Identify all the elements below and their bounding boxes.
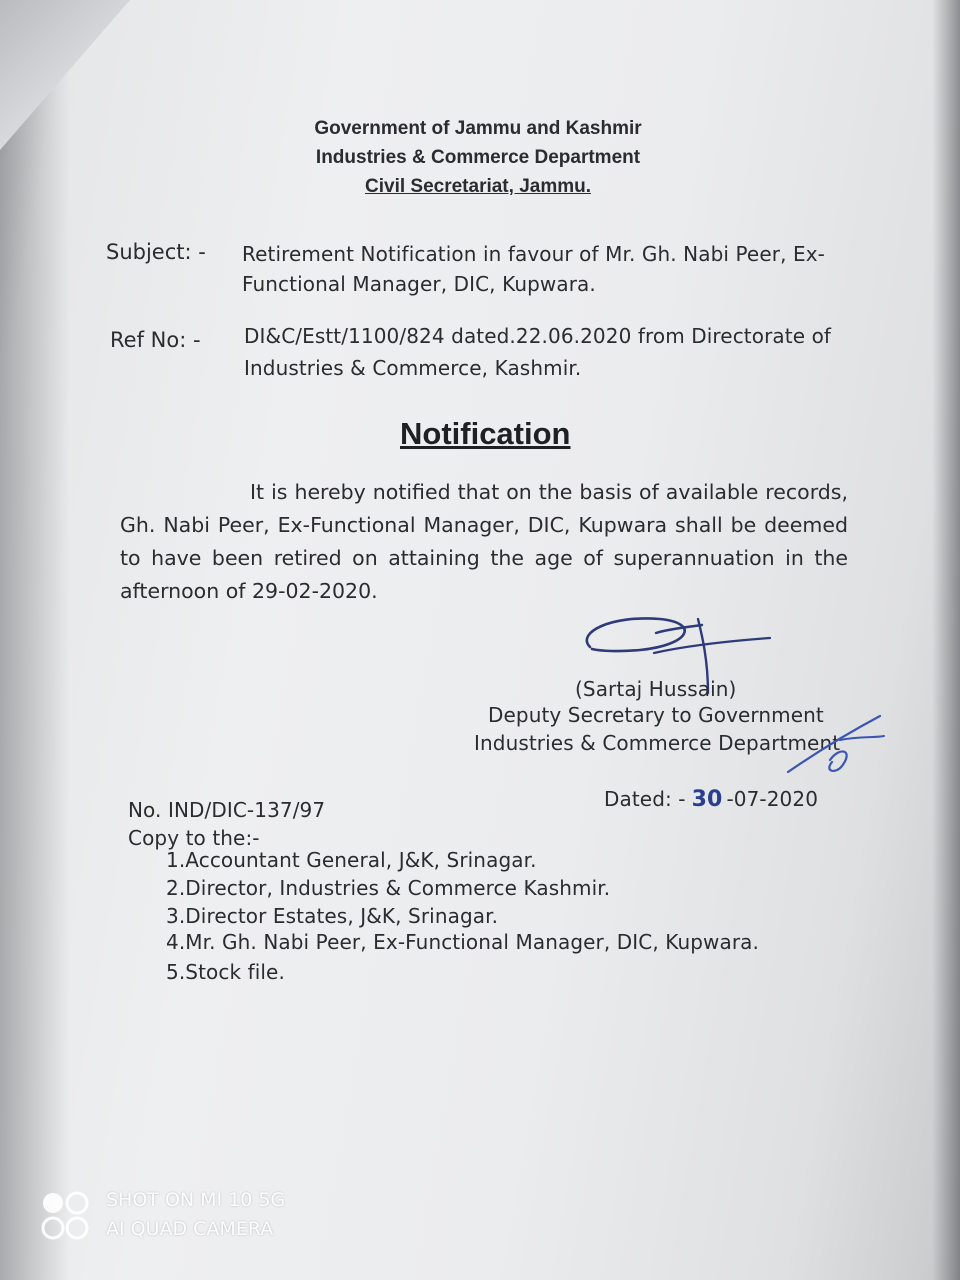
copy-item-number: 3.: [166, 904, 186, 928]
camera-watermark-logo-icon: [40, 1190, 92, 1242]
dated-row: [604, 787, 818, 812]
copy-item-text: Director Estates, J&K, Srinagar.: [185, 904, 499, 928]
copy-item-number: 1.: [166, 848, 186, 872]
copy-to-label: Copy to the:-: [128, 826, 260, 850]
copy-item: [166, 876, 610, 900]
header-government: Government of Jammu and Kashmir: [314, 118, 642, 139]
ref-label: Ref No: -: [110, 328, 201, 352]
copy-item: [166, 960, 285, 984]
body-line-3: to have been retired on attaining the age of superannuation in the: [120, 546, 848, 570]
copy-item-text: Mr. Gh. Nabi Peer, Ex-Functional Manager, DIC, Kupwara.: [185, 930, 759, 954]
dated-suffix: -07-2020: [726, 787, 819, 811]
copy-item: [166, 930, 759, 954]
copy-item-text: Stock file.: [185, 960, 285, 984]
subject-label: Subject: -: [106, 240, 206, 264]
notification-body: [120, 476, 848, 608]
header-address: [0, 176, 958, 198]
watermark-line-2: AI QUAD CAMERA: [106, 1218, 274, 1240]
copy-item: [166, 904, 498, 928]
signatory-name: (Sartaj Hussain): [575, 677, 737, 701]
header-address-text: Civil Secretariat, Jammu.: [365, 176, 591, 197]
body-line-2: Gh. Nabi Peer, Ex-Functional Manager, DIC, Kupwara shall be deemed: [120, 513, 848, 537]
dated-prefix: Dated: -: [604, 787, 686, 811]
signatory-designation: Deputy Secretary to Government: [488, 703, 824, 727]
initials-mark: [780, 710, 890, 785]
copy-item-text: Accountant General, J&K, Srinagar.: [185, 848, 537, 872]
copy-item: [166, 848, 537, 872]
document-number: No. IND/DIC-137/97: [128, 798, 326, 822]
watermark-line-1: SHOT ON MI 10 5G: [106, 1189, 286, 1211]
camera-watermark: [106, 1186, 285, 1244]
header-department: Industries & Commerce Department: [315, 147, 641, 168]
copy-item-number: 4.: [166, 930, 186, 954]
body-line-1: It is hereby notified that on the basis of available records,: [250, 480, 848, 504]
copy-item-number: 2.: [166, 876, 186, 900]
ref-line-2: Industries & Commerce, Kashmir.: [244, 356, 582, 380]
copy-item-number: 5.: [166, 960, 186, 984]
subject-line-2: Functional Manager, DIC, Kupwara.: [242, 272, 596, 296]
ref-line-1: DI&C/Estt/1100/824 dated.22.06.2020 from Directorate of: [244, 324, 832, 348]
notification-title: Notification: [400, 416, 571, 451]
body-line-4: afternoon of 29-02-2020.: [120, 579, 378, 603]
copy-item-text: Director, Industries & Commerce Kashmir.: [185, 876, 611, 900]
signatory-department: Industries & Commerce Department: [474, 731, 841, 755]
dated-day-handwritten: 30: [691, 787, 723, 812]
subject-line-1: Retirement Notification in favour of Mr. Gh. Nabi Peer, Ex-: [242, 242, 825, 266]
